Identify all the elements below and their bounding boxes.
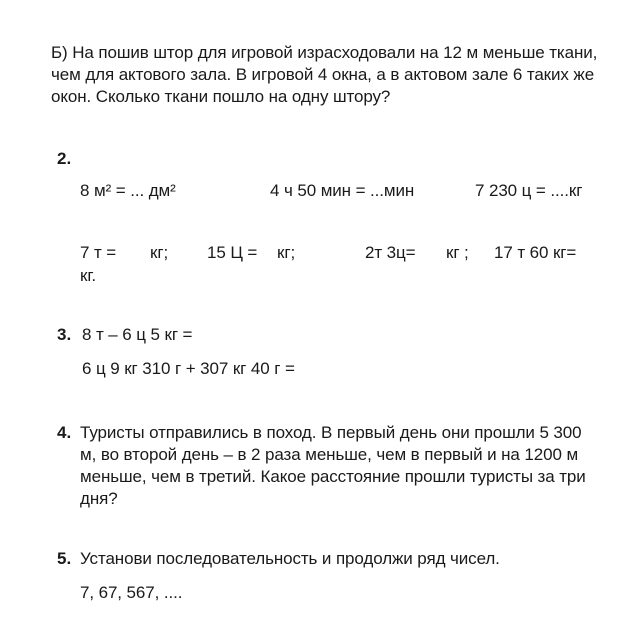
task-5-line-1: Установи последовательность и продолжи ряд чисел.: [80, 549, 500, 568]
task-5-line-2: 7, 67, 567, ....: [80, 583, 183, 602]
problem-b-text: [51, 42, 597, 108]
task-2-row2-c-unit: кг ;: [446, 243, 469, 262]
problem-b-line-2: чем для актового зала. В игровой 4 окна, а в актовом зале 6 таких же: [51, 65, 595, 84]
task-4-number: 4.: [57, 423, 72, 442]
task-4-line-4: дня?: [80, 489, 118, 508]
problem-b-line-3: окон. Сколько ткани пошло на одну штору?: [51, 87, 391, 106]
task-2-expr-time: 4 ч 50 мин = ...мин: [270, 181, 415, 200]
task-4-text: [80, 422, 586, 510]
problem-b-line-1: Б) На пошив штор для игровой израсходовали на 12 м меньше ткани,: [51, 43, 598, 62]
task-4-line-3: меньше, чем в третий. Какое расстояние прошли туристы за три: [80, 467, 586, 486]
task-2-row2-b-unit: кг;: [277, 243, 296, 262]
task-2-row2-b: 15 Ц =: [207, 243, 258, 262]
task-4-line-2: м, во второй день – в 2 раза меньше, чем в первый и на 1200 м: [80, 445, 579, 464]
task-5-number: 5.: [57, 549, 72, 568]
task-3-line-1: 8 т – 6 ц 5 кг =: [82, 325, 193, 344]
task-2-row2-d: 17 т 60 кг=: [494, 243, 577, 262]
task-2-expr-area: 8 м² = ... дм²: [80, 181, 176, 200]
task-3-number: 3.: [57, 325, 72, 344]
task-2-row2-wrap: кг.: [80, 266, 96, 285]
task-2-row2-a-unit: кг;: [150, 243, 169, 262]
task-2-expr-centner: 7 230 ц = ....кг: [475, 181, 583, 200]
task-2-row2-c: 2т 3ц=: [365, 243, 416, 262]
task-2-row2-a: 7 т =: [80, 243, 117, 262]
task-2-number: 2.: [57, 149, 72, 168]
task-4-line-1: Туристы отправились в поход. В первый день они прошли 5 300: [80, 423, 582, 442]
task-3-line-2: 6 ц 9 кг 310 г + 307 кг 40 г =: [82, 359, 295, 378]
